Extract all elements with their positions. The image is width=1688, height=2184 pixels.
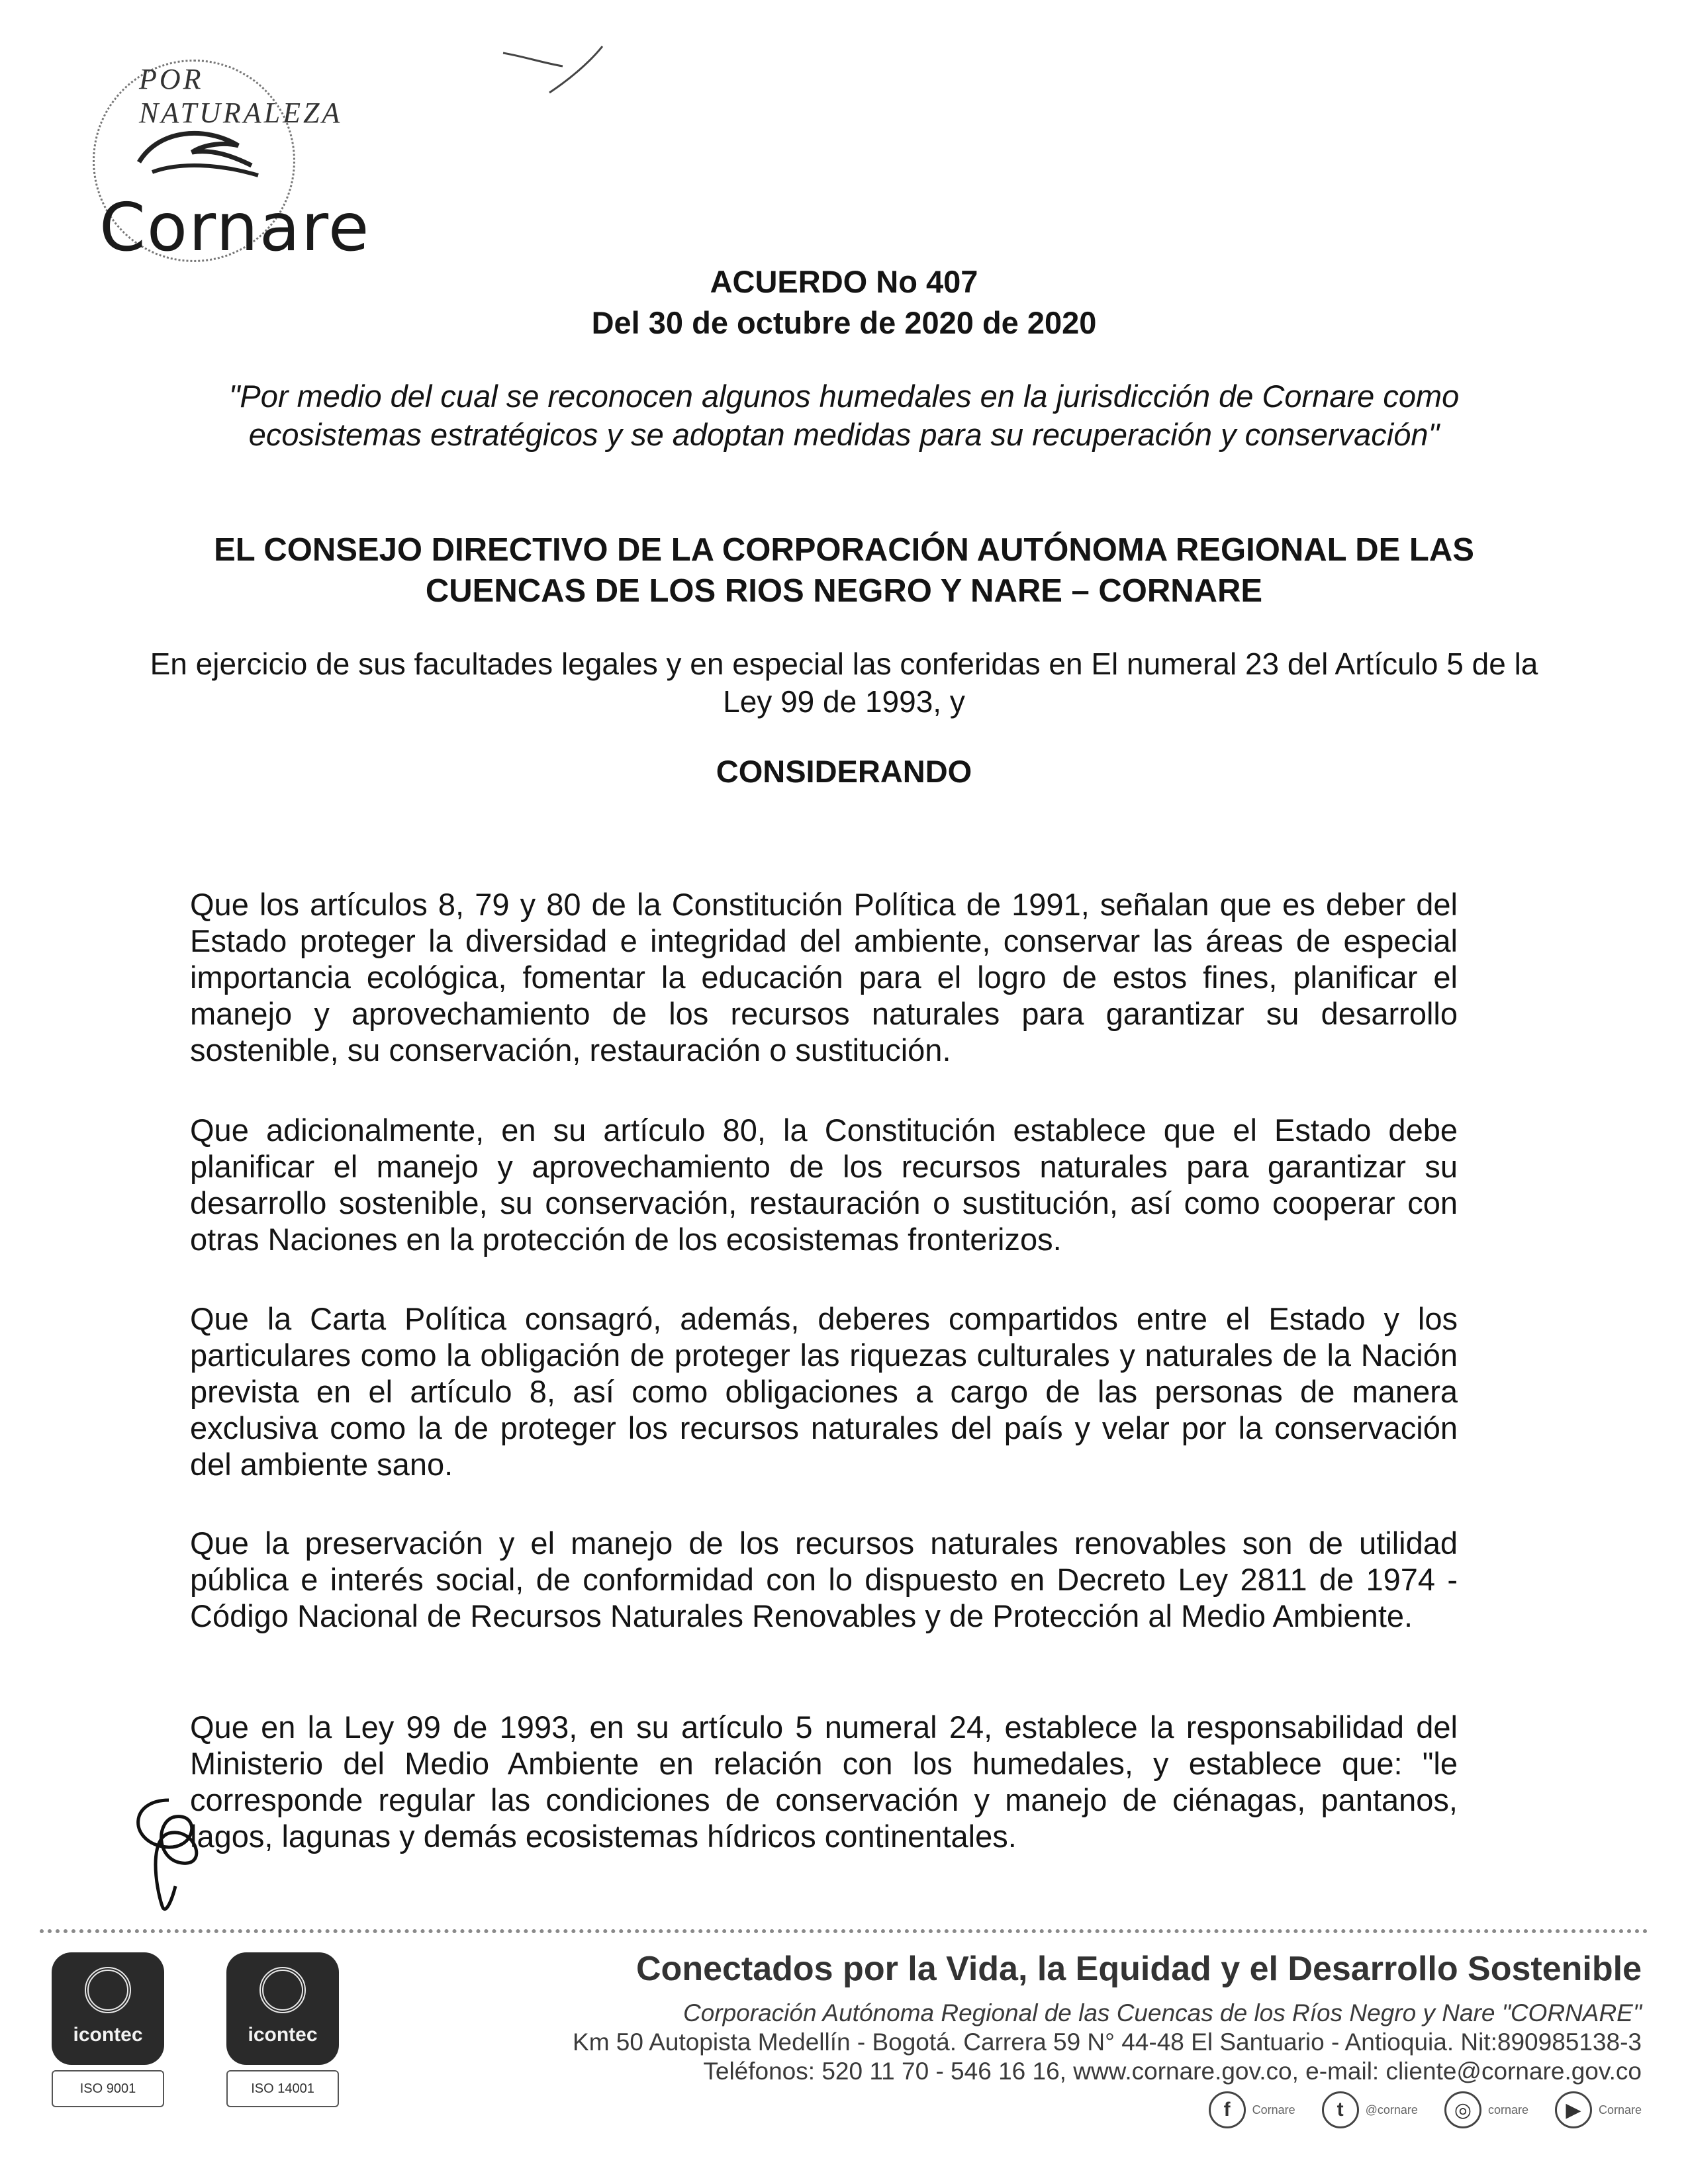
youtube-icon: ▶ (1555, 2091, 1592, 2128)
icontec-word: icontec (73, 2024, 143, 2046)
instagram-icon: ◎ (1444, 2091, 1481, 2128)
footer-slogan: Conectados por la Vida, la Equidad y el Desarrollo Sostenible (636, 1950, 1642, 1988)
considering-paragraph: Que los artículos 8, 79 y 80 de la Constitución Política de 1991, señalan que es deber del Estado proteger la diversidad e integridad del ambiente, conservar las áreas de especial importancia ecológica, fomentar la educación para el logro de estos fines, planificar el manejo y aprovechamiento de los recursos naturales para garantizar su desarrollo sostenible, su conservación, restauración o sustitución. (190, 887, 1458, 1068)
considering-paragraph: Que la preservación y el manejo de los recursos naturales renovables son de utilidad pública e interés social, de conformidad con lo dispuesto en Decreto Ley 2811 de 1974 - Código Nacional de Recursos Naturales Renovables y de Protección al Medio Ambiente. (190, 1525, 1458, 1633)
considering-heading: CONSIDERANDO (716, 754, 972, 789)
agreement-subject: "Por medio del cual se reconocen algunos humedales en la jurisdicción de Cornare como ecosistemas estratégicos y se adoptan medidas para su recuperación y conservación" (228, 379, 1460, 452)
icontec-seal (226, 1952, 339, 2065)
icontec-word: icontec (248, 2024, 318, 2046)
icontec-rings-icon (85, 1967, 131, 2013)
social-link (1322, 2091, 1418, 2128)
logo-seal-text: POR NATURALEZA (139, 63, 343, 129)
logo-animal-mark (126, 116, 271, 189)
badge-standard: ISO 9001 (52, 2070, 164, 2107)
icontec-seal (52, 1952, 164, 2065)
footer-corporation: Corporación Autónoma Regional de las Cuencas de los Ríos Negro y Nare "CORNARE" (682, 1999, 1642, 2026)
icontec-rings-icon (259, 1967, 306, 2013)
badge-standard: ISO 14001 (226, 2070, 339, 2107)
icontec-badge-iso14001 (226, 1952, 346, 2111)
footer-contact: Teléfonos: 520 11 70 - 546 16 16, www.cornare.gov.co, e-mail: cliente@cornare.gov.co (703, 2058, 1642, 2085)
pen-mark (490, 26, 609, 99)
logo-wordmark: Cornare (99, 189, 371, 266)
considering-paragraph: Que adicionalmente, en su artículo 80, la Constitución establece que el Estado debe planificar el manejo y aprovechamiento de los recursos naturales para garantizar su desarrollo sostenible, su conservación, restauración o sustitución, así como cooperar con otras Naciones en la protección de los ecosistemas fronterizos. (190, 1113, 1458, 1257)
social-handle: @cornare (1365, 2103, 1418, 2116)
social-link (1209, 2091, 1295, 2128)
cornare-logo (79, 53, 371, 271)
considering-paragraph: Que la Carta Política consagró, además, deberes compartidos entre el Estado y los particulares como la obligación de proteger las riquezas culturales y naturales de la Nación prevista en el artículo 8, así como obligaciones a cargo de las personas de manera exclusiva como la de proteger los recursos naturales del país y velar por la conservación del ambiente sano. (190, 1301, 1458, 1482)
handwritten-initials (116, 1787, 222, 1919)
social-handle: Cornare (1252, 2103, 1295, 2116)
legal-powers: En ejercicio de sus facultades legales y en especial las conferidas en El numeral 23 del Artículo 5 de la Ley 99 de 1993, y (150, 647, 1538, 719)
social-handle: cornare (1487, 2103, 1528, 2116)
footer-divider (40, 1929, 1648, 1933)
social-links (1033, 2091, 1642, 2128)
social-link (1444, 2091, 1528, 2128)
footer-address: Km 50 Autopista Medellín - Bogotá. Carrera 59 N° 44-48 El Santuario - Antioquia. Nit:890985138-3 (573, 2028, 1642, 2056)
social-handle: Cornare (1598, 2103, 1642, 2116)
agreement-number: ACUERDO No 407 (710, 264, 978, 299)
twitter-icon: t (1322, 2091, 1359, 2128)
social-link (1555, 2091, 1642, 2128)
facebook-icon: f (1209, 2091, 1246, 2128)
issuing-authority: EL CONSEJO DIRECTIVO DE LA CORPORACIÓN AUTÓNOMA REGIONAL DE LAS CUENCAS DE LOS RIOS NEGRO Y NARE – CORNARE (214, 532, 1474, 609)
icontec-badge-iso9001 (52, 1952, 171, 2111)
considering-paragraph: Que en la Ley 99 de 1993, en su artículo 5 numeral 24, establece la responsabilidad del Ministerio del Medio Ambiente en relación con los humedales, y establece que: "le corresponde regular las condiciones de conservación y manejo de ciénagas, pantanos, lagos, lagunas y demás ecosistemas hídricos continentales. (190, 1709, 1458, 1854)
agreement-date: Del 30 de octubre de 2020 de 2020 (591, 305, 1097, 340)
